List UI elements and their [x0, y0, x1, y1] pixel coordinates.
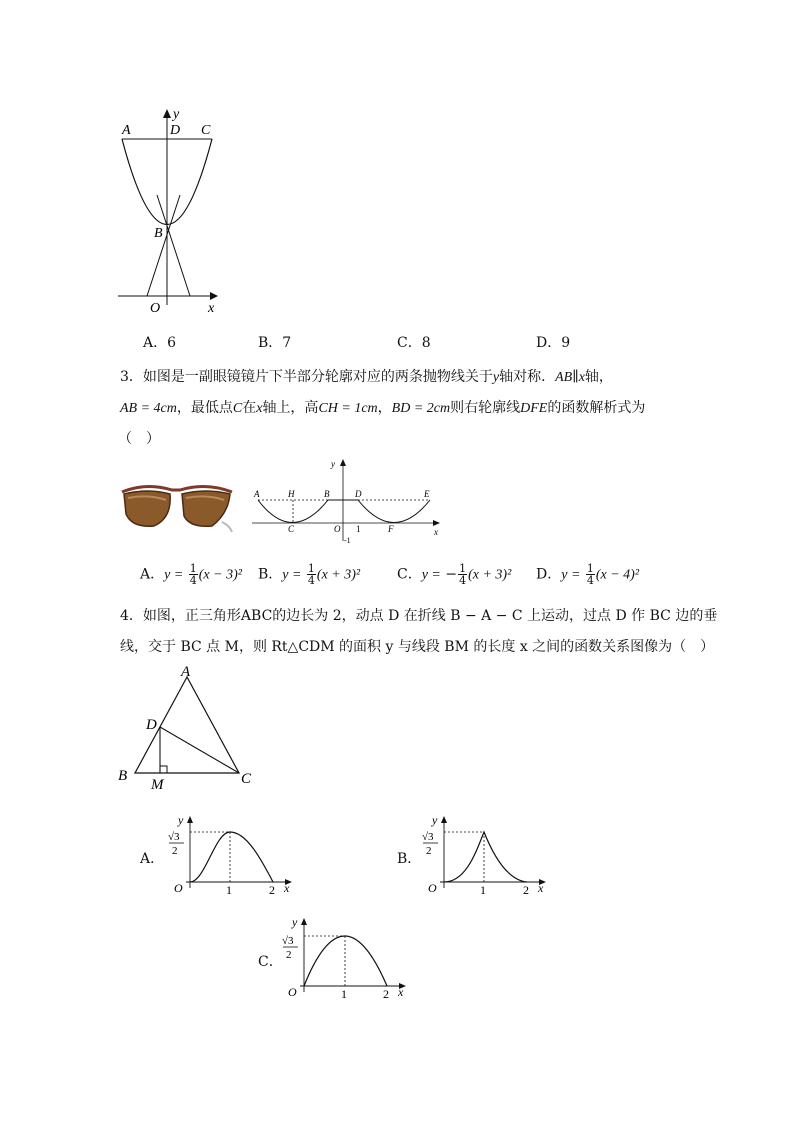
q4-option-c-label[interactable]: C． — [258, 954, 283, 970]
y-axis-arrow — [340, 459, 346, 466]
svg-text:O: O — [288, 985, 297, 999]
figure-parabola-lines — [110, 100, 230, 315]
right-angle-mark — [160, 766, 167, 773]
q2-option-d[interactable]: D．9 — [536, 335, 571, 351]
label-M: M — [151, 777, 164, 793]
label-F: F — [388, 524, 394, 534]
label-C: C — [201, 123, 211, 138]
q3-line1: 3．如图是一副眼镜镜片下半部分轮廓对应的两条抛物线关于y轴对称．AB∥x轴， — [120, 369, 613, 385]
label-D: D — [146, 717, 157, 733]
label-neg1: -1 — [344, 536, 351, 545]
svg-text:y: y — [432, 813, 438, 827]
label-y: y — [331, 459, 335, 469]
svg-text:√3: √3 — [422, 831, 434, 843]
q3-line3: （ ） — [118, 431, 160, 447]
left-parabola — [258, 500, 328, 523]
svg-text:2: 2 — [269, 883, 275, 896]
q2-option-a[interactable]: A．6 — [143, 335, 177, 351]
label-x: x — [434, 527, 438, 537]
svg-text:2: 2 — [383, 987, 389, 1000]
svg-text:x: x — [398, 985, 404, 999]
label-B: B — [154, 226, 163, 241]
svg-text:2: 2 — [286, 949, 292, 961]
line-left — [147, 195, 180, 296]
q4-option-a-graph[interactable] — [160, 812, 300, 896]
svg-text:x: x — [538, 881, 544, 895]
label-O: O — [150, 301, 161, 315]
label-1: 1 — [356, 524, 361, 534]
label-C: C — [241, 771, 252, 787]
triangle-figure — [115, 663, 260, 793]
label-x: x — [208, 301, 215, 315]
svg-text:√3: √3 — [282, 935, 294, 947]
q4-line2: 线，交于 BC 点 M，则 Rt△CDM 的面积 y 与线段 BM 的长度 x 之间的函数关系图像为（ ） — [120, 639, 715, 655]
label-E: E — [424, 489, 430, 499]
svg-text:2: 2 — [426, 845, 432, 857]
q3-option-d[interactable]: D．y = $\frac{1}{4}$ (x − 4)² — [536, 562, 640, 587]
label-B: B — [324, 489, 330, 499]
right-parabola — [358, 500, 430, 523]
svg-text:x: x — [284, 881, 290, 895]
label-y: y — [173, 107, 180, 122]
q3-option-a[interactable]: A．y = $\frac{1}{4}$ (x − 3)² — [140, 562, 242, 587]
label-H: H — [288, 489, 295, 499]
x-axis-arrow — [433, 520, 440, 526]
label-A: A — [181, 664, 191, 680]
label-O: O — [334, 524, 341, 534]
label-D: D — [355, 489, 362, 499]
svg-text:O: O — [174, 881, 183, 895]
svg-text:√3: √3 — [168, 831, 180, 843]
q4-line1: 4．如图，正三角形ABC的边长为 2，动点 D 在折线 B − A − C 上运动，过点 D 作 BC 边的垂 — [120, 608, 718, 624]
label-B: B — [118, 768, 128, 784]
q4-option-b-graph[interactable] — [414, 812, 554, 896]
q4-option-b-label[interactable]: B． — [397, 851, 422, 867]
q3-graph — [248, 455, 448, 547]
q2-option-b[interactable]: B．7 — [258, 335, 292, 351]
q2-option-c[interactable]: C．8 — [397, 335, 431, 351]
y-axis-arrow — [163, 109, 171, 118]
svg-text:1: 1 — [480, 883, 486, 896]
svg-text:2: 2 — [172, 845, 178, 857]
label-C: C — [288, 524, 295, 534]
svg-text:1: 1 — [226, 883, 232, 896]
svg-text:y: y — [178, 813, 184, 827]
label-A: A — [122, 123, 131, 138]
svg-text:O: O — [428, 881, 437, 895]
svg-text:y: y — [292, 915, 298, 929]
svg-text:2: 2 — [523, 883, 529, 896]
q3-line2: AB = 4cm，最低点C在x轴上，高CH = 1cm，BD = 2cm则右轮廓线DFE的函数解析式为 — [120, 400, 646, 416]
q3-option-b[interactable]: B．y = $\frac{1}{4}$ (x + 3)² — [258, 562, 361, 587]
q4-option-c-graph[interactable] — [274, 914, 414, 1000]
svg-text:1: 1 — [341, 987, 347, 1000]
q4-option-a-label[interactable]: A． — [140, 851, 165, 867]
x-axis-arrow — [210, 292, 218, 300]
q3-option-c[interactable]: C．y = − $\frac{1}{4}$ (x + 3)² — [397, 562, 512, 587]
label-A: A — [254, 489, 260, 499]
label-D: D — [170, 123, 181, 138]
sunglasses-image — [118, 478, 236, 534]
